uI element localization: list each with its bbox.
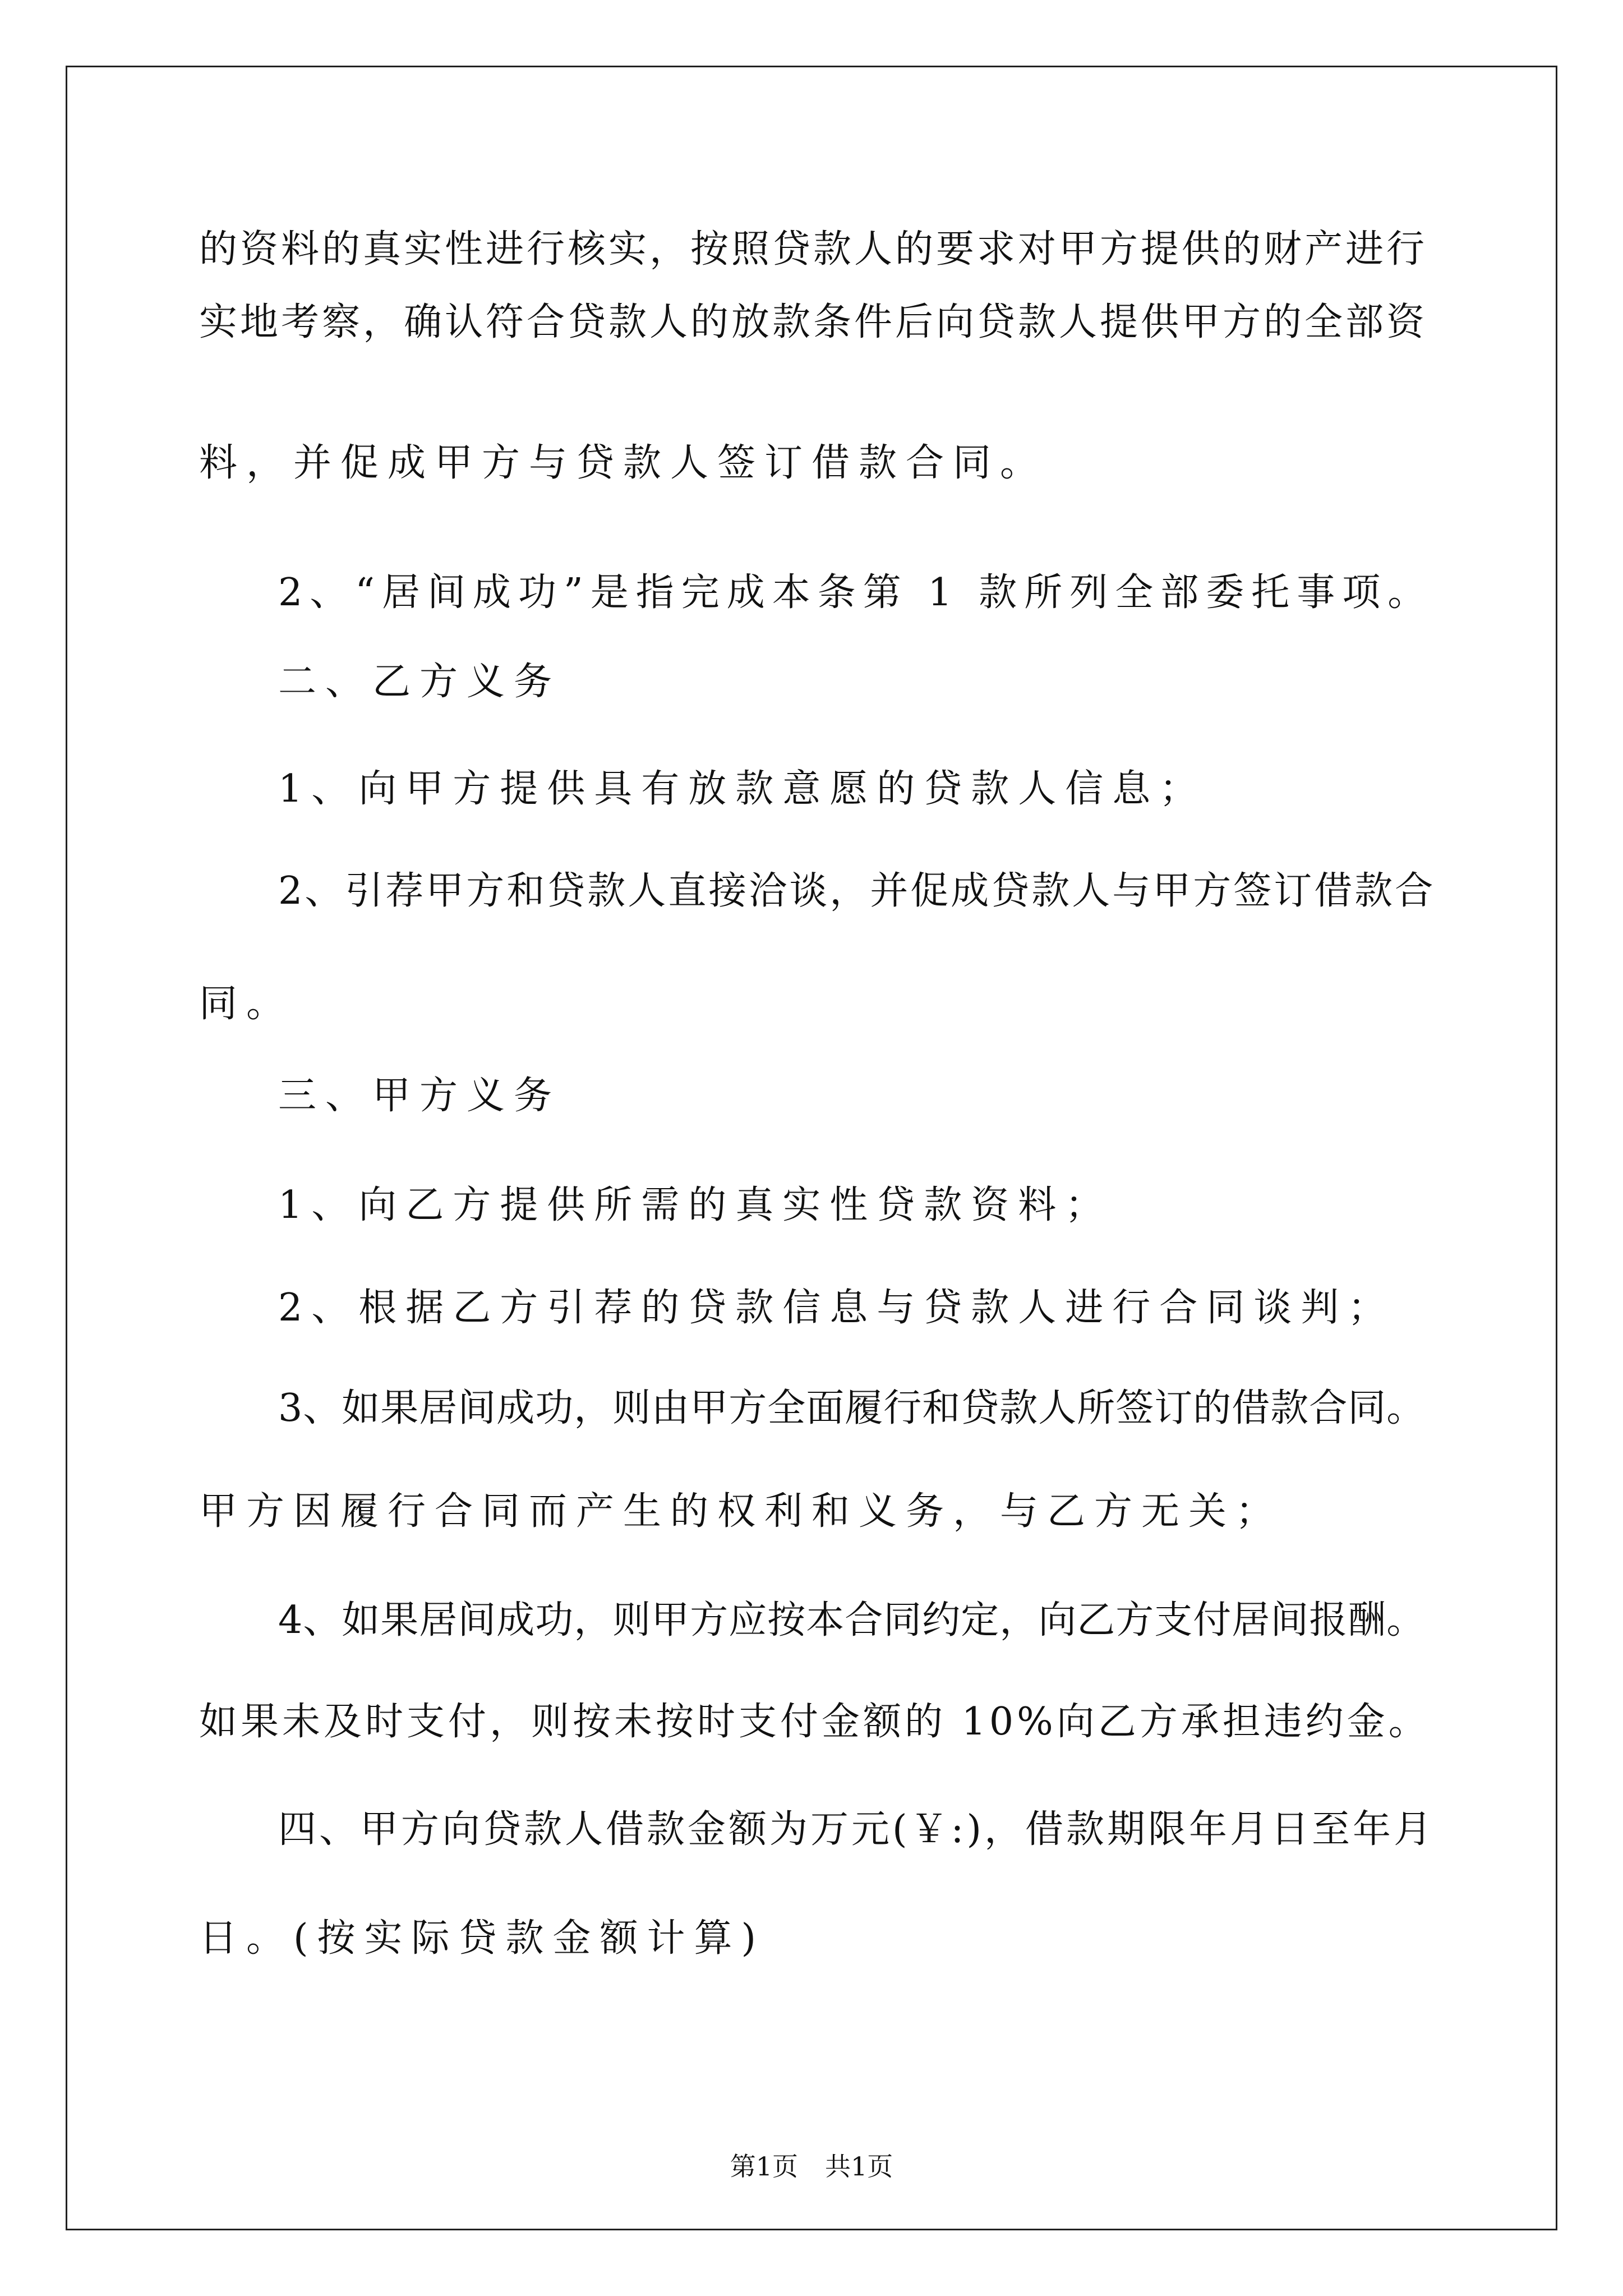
- paragraph-line: 2、“居间成功”是指完成本条第 1 款所列全部委托事项。: [278, 570, 1433, 615]
- page-number: 第1页: [730, 2151, 798, 2182]
- paragraph-line: 四、甲方向贷款人借款金额为万元(￥:)，借款期限年月日至年月: [278, 1807, 1435, 1852]
- section-heading: 三、甲方义务: [278, 1074, 561, 1118]
- paragraph-line: 1、向乙方提供所需的真实性贷款资料；: [278, 1183, 1113, 1227]
- page-border: [66, 66, 1557, 2230]
- paragraph-line: 2、引荐甲方和贷款人直接洽谈，并促成贷款人与甲方签订借款合: [278, 869, 1436, 913]
- page-total: 共1页: [825, 2151, 893, 2182]
- paragraph-line: 如果未及时支付，则按未按时支付金额的 10%向乙方承担违约金。: [199, 1700, 1430, 1744]
- paragraph-line: 的资料的真实性进行核实，按照贷款人的要求对甲方提供的财产进行: [199, 227, 1428, 272]
- section-heading: 二、乙方义务: [278, 660, 561, 704]
- paragraph-line: 2、根据乙方引荐的贷款信息与贷款人进行合同谈判；: [278, 1286, 1395, 1330]
- paragraph-line: 同。: [199, 982, 294, 1026]
- paragraph-line: 1、向甲方提供具有放款意愿的贷款人信息；: [278, 767, 1207, 811]
- paragraph-line: 料，并促成甲方与贷款人签订借款合同。: [199, 441, 1048, 485]
- page-footer: [0, 2150, 1623, 2183]
- paragraph-line: 甲方因履行合同而产生的权利和义务，与乙方无关；: [199, 1489, 1283, 1534]
- paragraph-line: 实地考察，确认符合贷款人的放款条件后向贷款人提供甲方的全部资: [199, 300, 1428, 344]
- paragraph-line: 日。(按实际贷款金额计算): [199, 1916, 766, 1961]
- paragraph-line: 3、如果居间成功，则由甲方全面履行和贷款人所签订的借款合同。: [278, 1386, 1426, 1430]
- paragraph-line: 4、如果居间成功，则甲方应按本合同约定，向乙方支付居间报酬。: [278, 1598, 1426, 1642]
